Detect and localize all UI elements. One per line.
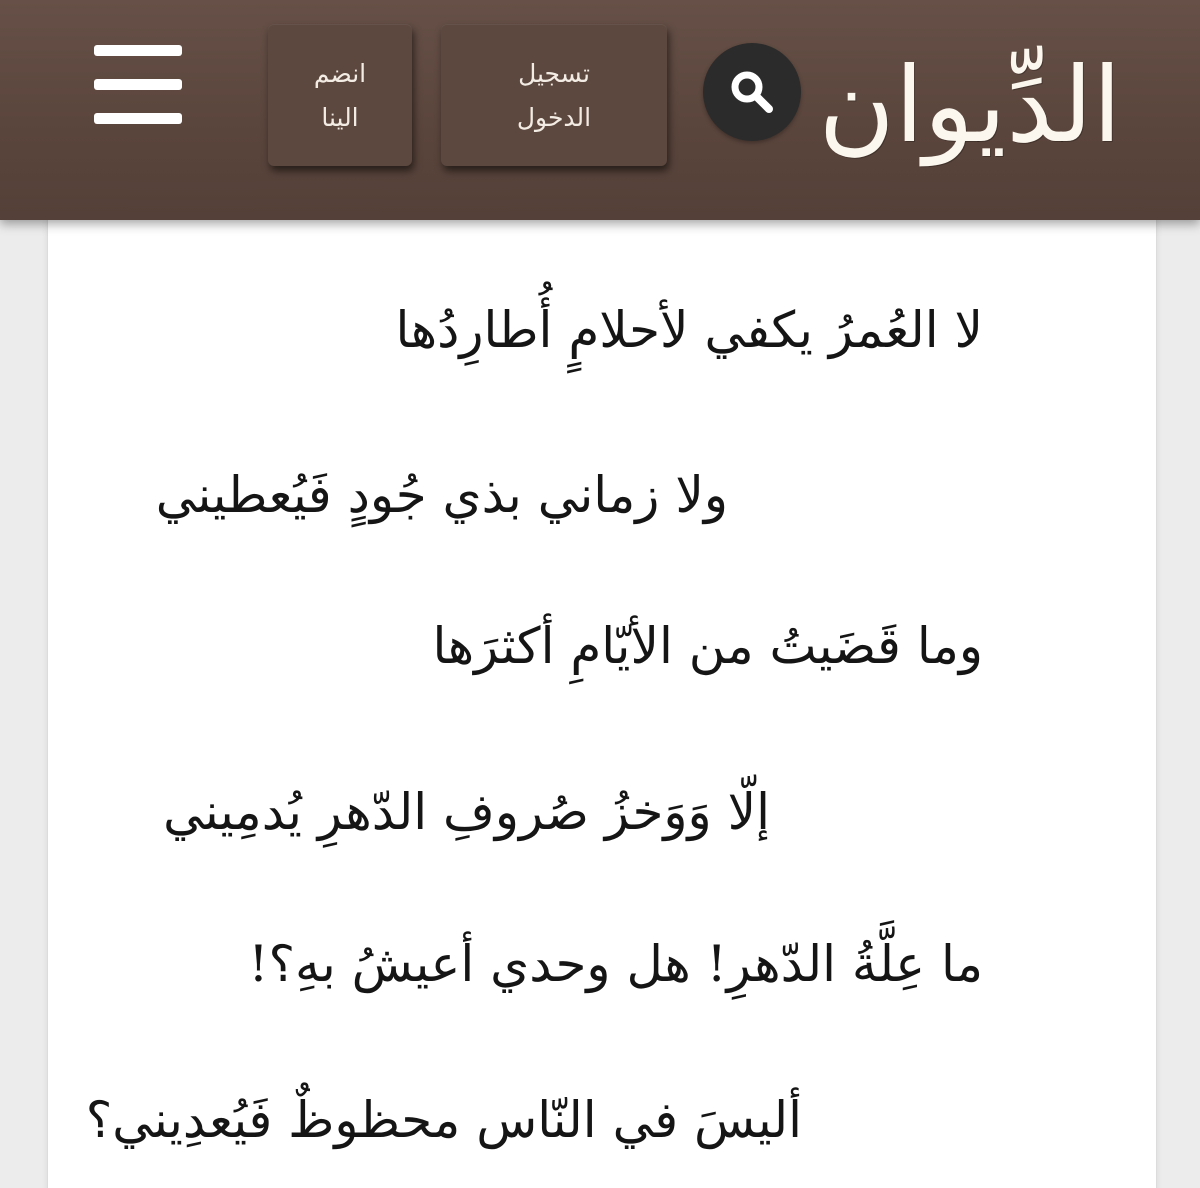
poem-verse-2: ولا زماني بذي جُودٍ فَيُعطيني: [155, 466, 728, 524]
poem-verse-6: أليسَ في النّاس محظوظٌ فَيُعدِيني؟: [85, 1091, 802, 1149]
menu-bar: [94, 79, 182, 90]
poem-verse-4: إلّا وَوَخزُ صُروفِ الدّهرِ يُدمِيني: [163, 783, 770, 841]
poem-verse-3: وما قَضَيتُ من الأيّامِ أكثرَها: [432, 617, 983, 675]
join-button[interactable]: [268, 24, 412, 166]
join-label-line1: انضم: [313, 59, 367, 88]
search-button[interactable]: [703, 43, 801, 141]
search-icon: [727, 67, 777, 117]
login-label-line2: الدخول: [516, 103, 592, 132]
login-label-line1: تسجيل: [518, 59, 590, 88]
login-button[interactable]: [441, 24, 667, 166]
site-header: [0, 0, 1200, 220]
site-logo[interactable]: [810, 20, 1130, 190]
menu-bar: [94, 45, 182, 56]
hamburger-menu-icon[interactable]: [94, 45, 182, 125]
menu-bar: [94, 113, 182, 124]
poem-verse-1: لا العُمرُ يكفي لأحلامٍ أُطارِدُها: [395, 301, 983, 359]
join-label-line2: الينا: [321, 103, 359, 132]
logo-text: الدِّيوان: [818, 44, 1122, 166]
poem-verse-5: ما عِلَّةُ الدّهرِ! هل وحدي أعيشُ بهِ؟!: [248, 935, 983, 993]
